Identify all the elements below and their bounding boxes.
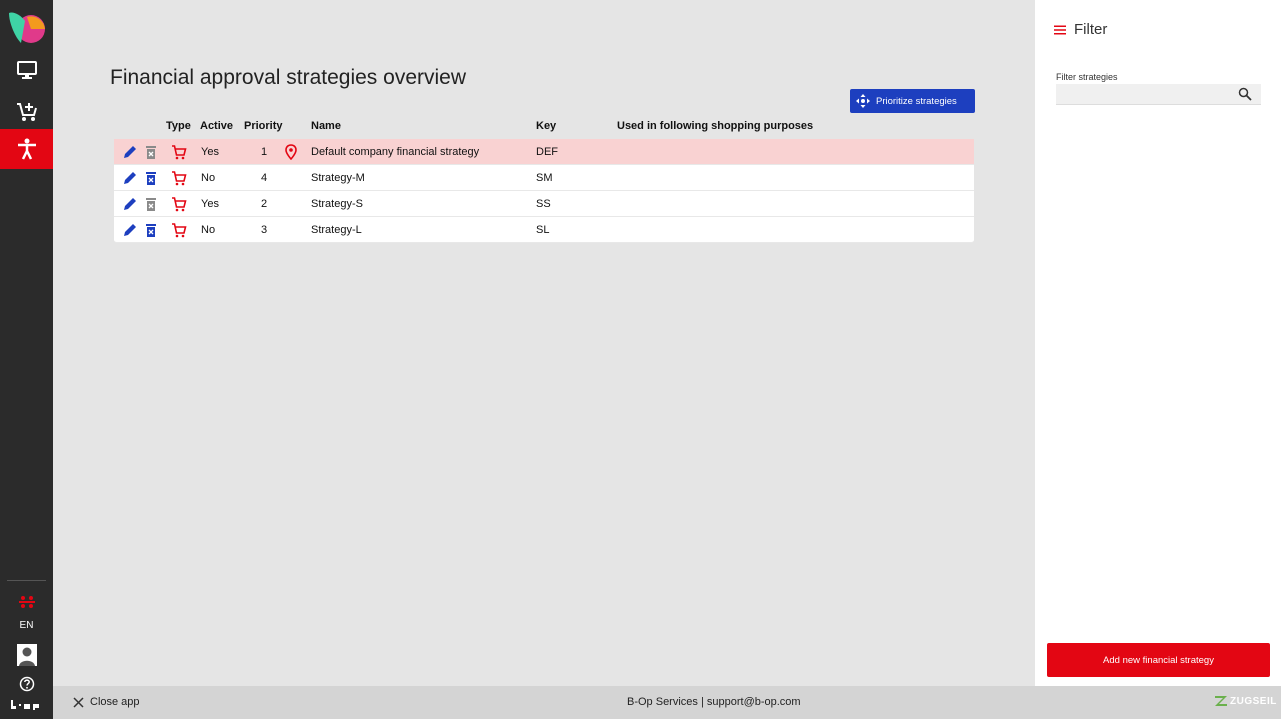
organization-icon (19, 595, 35, 609)
shopping-cart-icon (171, 222, 187, 238)
cell-active: No (201, 172, 216, 184)
prioritize-strategies-button[interactable] (850, 89, 975, 113)
table-header (114, 114, 974, 139)
page-title: Financial approval strategies overview (110, 66, 467, 89)
delete-disabled-icon (143, 196, 159, 212)
edit-pencil-icon[interactable] (122, 222, 138, 238)
rail-item-profile[interactable] (0, 642, 53, 668)
rail-item-accessibility[interactable] (0, 129, 53, 169)
delete-icon[interactable] (143, 222, 159, 238)
table-row[interactable] (114, 217, 974, 243)
move-arrows-icon (856, 94, 870, 108)
close-app-label: Close app (90, 696, 140, 708)
location-pin-icon (283, 144, 299, 160)
bop-logo-icon (11, 700, 43, 710)
cell-priority: 3 (261, 224, 268, 236)
table-row[interactable] (114, 139, 974, 165)
zugseil-logo (1214, 695, 1277, 707)
rail-item-add-to-cart[interactable] (0, 92, 53, 132)
cell-name: Default company financial strategy (311, 146, 480, 158)
monitor-icon (17, 61, 37, 79)
table-row[interactable] (114, 191, 974, 217)
add-new-financial-strategy-button[interactable]: Add new financial strategy (1047, 643, 1270, 677)
rail-divider (7, 580, 46, 581)
col-used-in[interactable]: Used in following shopping purposes (617, 120, 814, 132)
filter-strategies-input[interactable] (1056, 84, 1261, 105)
add-to-cart-icon (16, 101, 38, 123)
cell-active: Yes (201, 198, 219, 210)
cell-active: Yes (201, 146, 219, 158)
filter-title: Filter (1074, 21, 1108, 38)
shopping-cart-icon (171, 196, 187, 212)
cell-key: DEF (536, 146, 558, 158)
cell-name: Strategy-S (311, 198, 363, 210)
language-selector[interactable]: EN (19, 620, 34, 631)
search-icon[interactable] (1238, 87, 1252, 101)
cell-key: SL (536, 224, 550, 236)
menu-lines-icon[interactable] (1054, 25, 1066, 35)
rail-item-organization[interactable] (0, 588, 53, 616)
cell-priority: 2 (261, 198, 268, 210)
cell-active: No (201, 224, 216, 236)
cell-name: Strategy-M (311, 172, 365, 184)
edit-pencil-icon[interactable] (122, 144, 138, 160)
zugseil-z-icon (1214, 695, 1228, 707)
col-key[interactable]: Key (536, 120, 557, 132)
cell-name: Strategy-L (311, 224, 362, 236)
delete-icon[interactable] (143, 170, 159, 186)
accessibility-icon (17, 138, 37, 160)
shopping-cart-icon (171, 170, 187, 186)
help-icon (19, 676, 35, 692)
shopping-cart-icon (171, 144, 187, 160)
services-contact: B-Op Services | support@b-op.com (627, 696, 801, 708)
strategies-table (114, 114, 974, 243)
edit-pencil-icon[interactable] (122, 170, 138, 186)
main-content (53, 0, 1035, 686)
col-type[interactable]: Type (166, 120, 191, 132)
edit-pencil-icon[interactable] (122, 196, 138, 212)
prioritize-strategies-label: Prioritize strategies (876, 95, 957, 107)
col-name[interactable]: Name (311, 120, 341, 132)
table-row[interactable] (114, 165, 974, 191)
side-rail (0, 0, 53, 719)
close-icon (73, 697, 84, 708)
cell-priority: 4 (261, 172, 268, 184)
col-priority[interactable]: Priority (244, 120, 283, 132)
cell-priority: 1 (261, 146, 268, 158)
rail-item-help[interactable] (0, 673, 53, 695)
user-avatar-icon (17, 644, 37, 666)
filter-header (1054, 21, 1107, 38)
app-logo[interactable] (7, 9, 45, 45)
close-app-button[interactable] (73, 696, 140, 708)
delete-disabled-icon (143, 144, 159, 160)
cell-key: SS (536, 198, 551, 210)
filter-strategies-label: Filter strategies (1056, 72, 1118, 82)
zugseil-wordmark: ZUGSEIL (1230, 695, 1277, 707)
rail-item-monitor[interactable] (0, 50, 53, 90)
col-active[interactable]: Active (200, 120, 234, 132)
footer (53, 686, 1281, 719)
cell-key: SM (536, 172, 553, 184)
bop-logo (0, 697, 53, 713)
filter-panel (1035, 0, 1281, 686)
